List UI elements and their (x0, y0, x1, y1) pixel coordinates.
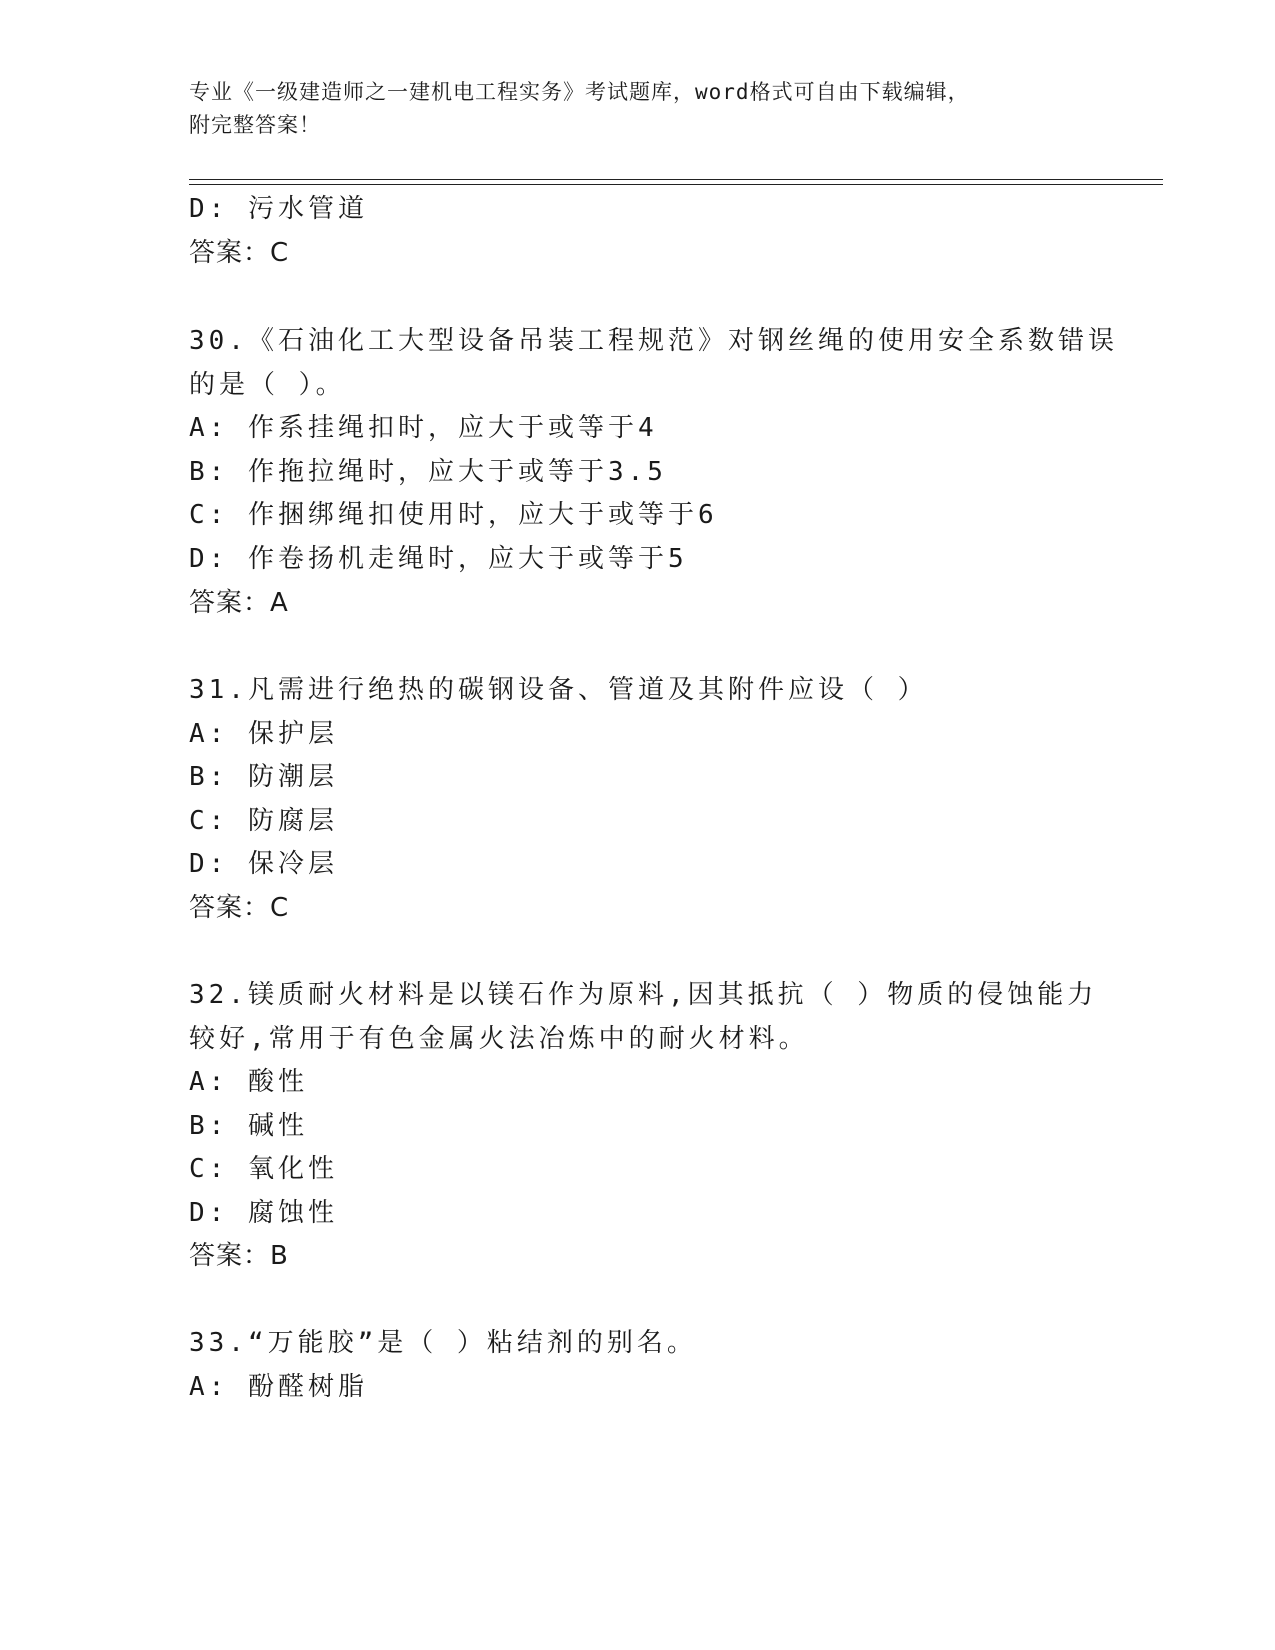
q30-stem-line-1: 30.《石油化工大型设备吊装工程规范》对钢丝绳的使用安全系数错误 (189, 326, 1118, 356)
q30-option-d: D: 作卷扬机走绳时，应大于或等于5 (189, 544, 688, 574)
q31-option-c: C: 防腐层 (189, 806, 338, 836)
q33-stem-line-1: 33.“万能胶”是（ ）粘结剂的别名。 (189, 1328, 697, 1358)
q33-option-a: A: 酚醛树脂 (189, 1372, 368, 1402)
q32-stem-line-1: 32.镁质耐火材料是以镁石作为原料,因其抵抗（ ）物质的侵蚀能力 (189, 980, 1098, 1010)
q32-option-c: C: 氧化性 (189, 1154, 338, 1184)
q31-option-a: A: 保护层 (189, 719, 338, 749)
q32-option-a: A: 酸性 (189, 1067, 308, 1097)
q31-answer: 答案：C (189, 893, 290, 923)
header-line-1: 专业《一级建造师之一建机电工程实务》考试题库，word格式可自由下载编辑， (189, 80, 970, 104)
q30-option-a: A: 作系挂绳扣时，应大于或等于4 (189, 413, 658, 443)
header-divider-top (189, 179, 1163, 180)
document-header (189, 76, 1089, 142)
q31-option-d: D: 保冷层 (189, 849, 338, 879)
q32-stem-line-2: 较好,常用于有色金属火法冶炼中的耐火材料。 (189, 1024, 809, 1054)
prev-answer: 答案：C (189, 238, 290, 268)
q30-stem-line-2: 的是（ ）。 (189, 370, 346, 400)
q32-answer: 答案：B (189, 1241, 289, 1271)
q30-option-c: C: 作捆绑绳扣使用时，应大于或等于6 (189, 500, 718, 530)
prev-option-d: D: 污水管道 (189, 194, 368, 224)
header-divider-bottom (189, 184, 1163, 185)
q32-option-b: B: 碱性 (189, 1111, 308, 1141)
q31-stem-line-1: 31.凡需进行绝热的碳钢设备、管道及其附件应设（ ） (189, 675, 928, 705)
header-line-2: 附完整答案！ (189, 113, 321, 137)
q30-answer: 答案：A (189, 588, 289, 618)
q31-option-b: B: 防潮层 (189, 762, 338, 792)
q32-option-d: D: 腐蚀性 (189, 1198, 338, 1228)
q30-option-b: B: 作拖拉绳时，应大于或等于3.5 (189, 457, 667, 487)
